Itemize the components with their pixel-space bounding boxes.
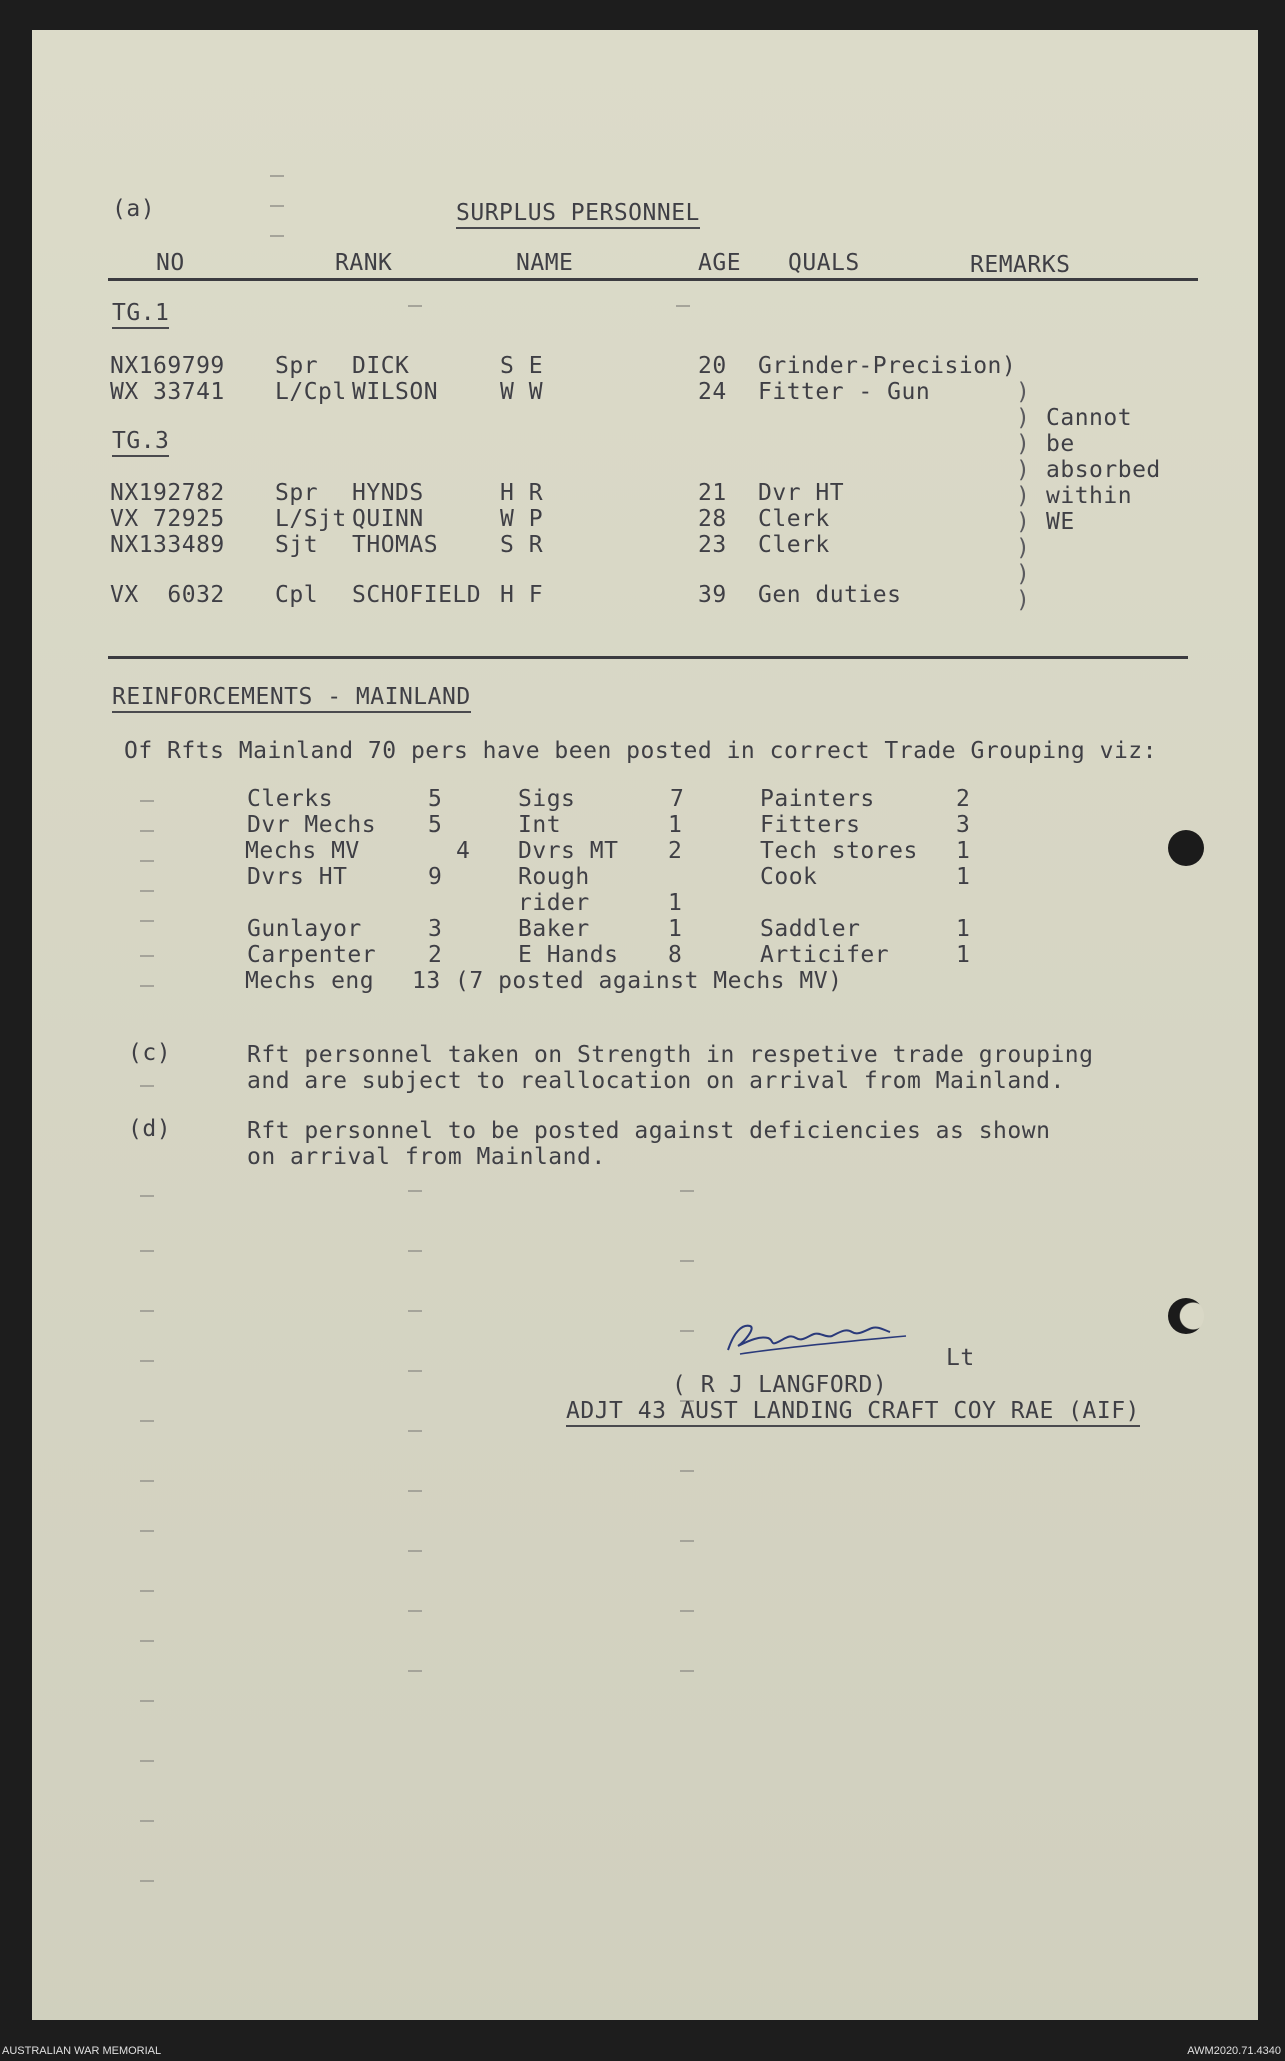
trade-count: 1 — [956, 838, 971, 864]
bracket: ) — [1016, 379, 1031, 405]
col-header-age: AGE — [698, 250, 742, 276]
trade-count: 1 — [668, 916, 683, 942]
cell-surname: THOMAS — [352, 532, 439, 558]
trade-count: 1 — [956, 864, 971, 890]
section-label-a: (a) — [112, 196, 156, 222]
cell-initials: W W — [500, 379, 544, 405]
trade-name: Clerks — [247, 786, 334, 812]
bracket: ) — [1016, 509, 1031, 535]
cell-quals: Dvr HT — [758, 480, 845, 506]
trade-count: 4 — [456, 838, 471, 864]
cell-no: NX169799 — [110, 353, 225, 379]
group-label-tg1: TG.1 — [112, 300, 169, 329]
cell-age: 23 — [698, 532, 727, 558]
bracket: ) — [1016, 483, 1031, 509]
note-text: Rft personnel to be posted against deficiencies as shown — [247, 1118, 1051, 1144]
remarks-text: absorbed — [1046, 457, 1161, 483]
trade-name: Sigs — [518, 786, 576, 812]
cell-initials: W P — [500, 506, 544, 532]
trade-count: 1 — [956, 942, 971, 968]
signatory-title: ADJT 43 AUST LANDING CRAFT COY RAE (AIF) — [566, 1398, 1140, 1427]
trade-name: Dvrs HT — [247, 864, 348, 890]
note-text: on arrival from Mainland. — [247, 1144, 606, 1170]
col-header-rank: RANK — [335, 250, 393, 276]
cell-rank: L/Sjt — [275, 506, 347, 532]
trade-name: Mechs eng — [245, 968, 375, 994]
cell-rank: Spr — [275, 480, 319, 506]
trade-count: 7 — [670, 786, 685, 812]
trade-count: 3 — [428, 916, 443, 942]
trade-name: Dvr Mechs — [247, 812, 377, 838]
note-text: Rft personnel taken on Strength in respetive trade grouping — [247, 1042, 1094, 1068]
trade-count: 2 — [428, 942, 443, 968]
trade-name: Dvrs MT — [518, 838, 619, 864]
note-label: (c) — [128, 1040, 172, 1066]
cell-rank: Cpl — [275, 582, 319, 608]
cell-rank: Sjt — [275, 532, 319, 558]
bracket: ) — [1016, 587, 1031, 613]
cell-initials: H F — [500, 582, 544, 608]
trade-count: 9 — [428, 864, 443, 890]
note-label: (d) — [128, 1116, 172, 1142]
remarks-text: WE — [1046, 509, 1075, 535]
trade-count: 1 — [956, 916, 971, 942]
trade-name: Carpenter — [247, 942, 377, 968]
trade-name: Rough — [518, 864, 590, 890]
trade-name: rider — [518, 890, 590, 916]
cell-initials: S E — [500, 353, 544, 379]
header-rule — [108, 278, 1198, 281]
cell-quals: Grinder-Precision) — [758, 353, 1017, 379]
cell-age: 24 — [698, 379, 727, 405]
trade-name: Tech stores — [760, 838, 918, 864]
remarks-text: be — [1046, 431, 1075, 457]
reinforcements-heading: REINFORCEMENTS - MAINLAND — [112, 684, 471, 713]
trade-name: Fitters — [760, 812, 861, 838]
cell-no: NX133489 — [110, 532, 225, 558]
trade-count: 3 — [956, 812, 971, 838]
cell-no: VX 72925 — [110, 506, 225, 532]
reinforcements-intro: Of Rfts Mainland 70 pers have been posted in correct Trade Grouping viz: — [124, 738, 1157, 764]
trade-name: Articifer — [760, 942, 890, 968]
cell-age: 20 — [698, 353, 727, 379]
bracket: ) — [1016, 405, 1031, 431]
footer-right: AWM2020.71.4340 — [1187, 2045, 1281, 2057]
col-header-quals: QUALS — [788, 250, 860, 276]
cell-initials: H R — [500, 480, 544, 506]
cell-age: 39 — [698, 582, 727, 608]
trade-name: Gunlayor — [247, 916, 362, 942]
cell-quals: Fitter - Gun — [758, 379, 931, 405]
cell-quals: Gen duties — [758, 582, 902, 608]
trade-count: 1 — [668, 890, 683, 916]
cell-quals: Clerk — [758, 532, 830, 558]
cell-age: 28 — [698, 506, 727, 532]
trade-name: Baker — [518, 916, 590, 942]
remarks-text: Cannot — [1046, 405, 1133, 431]
signature-rank: Lt — [946, 1345, 975, 1371]
cell-rank: L/Cpl — [275, 379, 347, 405]
cell-surname: SCHOFIELD — [352, 582, 482, 608]
remarks-text: within — [1046, 483, 1133, 509]
bracket: ) — [1016, 535, 1031, 561]
cell-surname: DICK — [352, 353, 410, 379]
trade-count: 5 — [428, 786, 443, 812]
table-end-rule — [108, 656, 1188, 659]
punch-hole — [1168, 1298, 1204, 1334]
note-text: and are subject to reallocation on arrival from Mainland. — [247, 1068, 1065, 1094]
group-label-tg3: TG.3 — [112, 428, 169, 457]
cell-age: 21 — [698, 480, 727, 506]
trade-count: 2 — [956, 786, 971, 812]
cell-no: NX192782 — [110, 480, 225, 506]
col-header-name: NAME — [516, 250, 574, 276]
cell-no: WX 33741 — [110, 379, 225, 405]
document-page — [32, 30, 1258, 2020]
signature — [720, 1312, 920, 1362]
cell-initials: S R — [500, 532, 544, 558]
trade-name: Int — [518, 812, 562, 838]
bracket: ) — [1016, 561, 1031, 587]
cell-quals: Clerk — [758, 506, 830, 532]
cell-rank: Spr — [275, 353, 319, 379]
bracket: ) — [1016, 457, 1031, 483]
footer-left: AUSTRALIAN WAR MEMORIAL — [2, 2045, 162, 2057]
trade-name: Cook — [760, 864, 818, 890]
page-title: SURPLUS PERSONNEL — [456, 200, 700, 229]
cell-surname: WILSON — [352, 379, 439, 405]
trade-name: Mechs MV — [245, 838, 360, 864]
bracket: ) — [1016, 431, 1031, 457]
trade-name: Saddler — [760, 916, 861, 942]
cell-surname: HYNDS — [352, 480, 424, 506]
cell-surname: QUINN — [352, 506, 424, 532]
trade-name: E Hands — [518, 942, 619, 968]
trade-count: 2 — [668, 838, 683, 864]
col-header-no: NO — [156, 250, 185, 276]
trade-count: 8 — [668, 942, 683, 968]
trade-count: 1 — [668, 812, 683, 838]
trade-count: 13 (7 posted against Mechs MV) — [412, 968, 843, 994]
signatory-name: ( R J LANGFORD) — [672, 1372, 888, 1398]
col-header-remarks: REMARKS — [970, 252, 1071, 278]
trade-name: Painters — [760, 786, 875, 812]
punch-hole — [1168, 830, 1204, 866]
cell-no: VX 6032 — [110, 582, 225, 608]
trade-count: 5 — [428, 812, 443, 838]
